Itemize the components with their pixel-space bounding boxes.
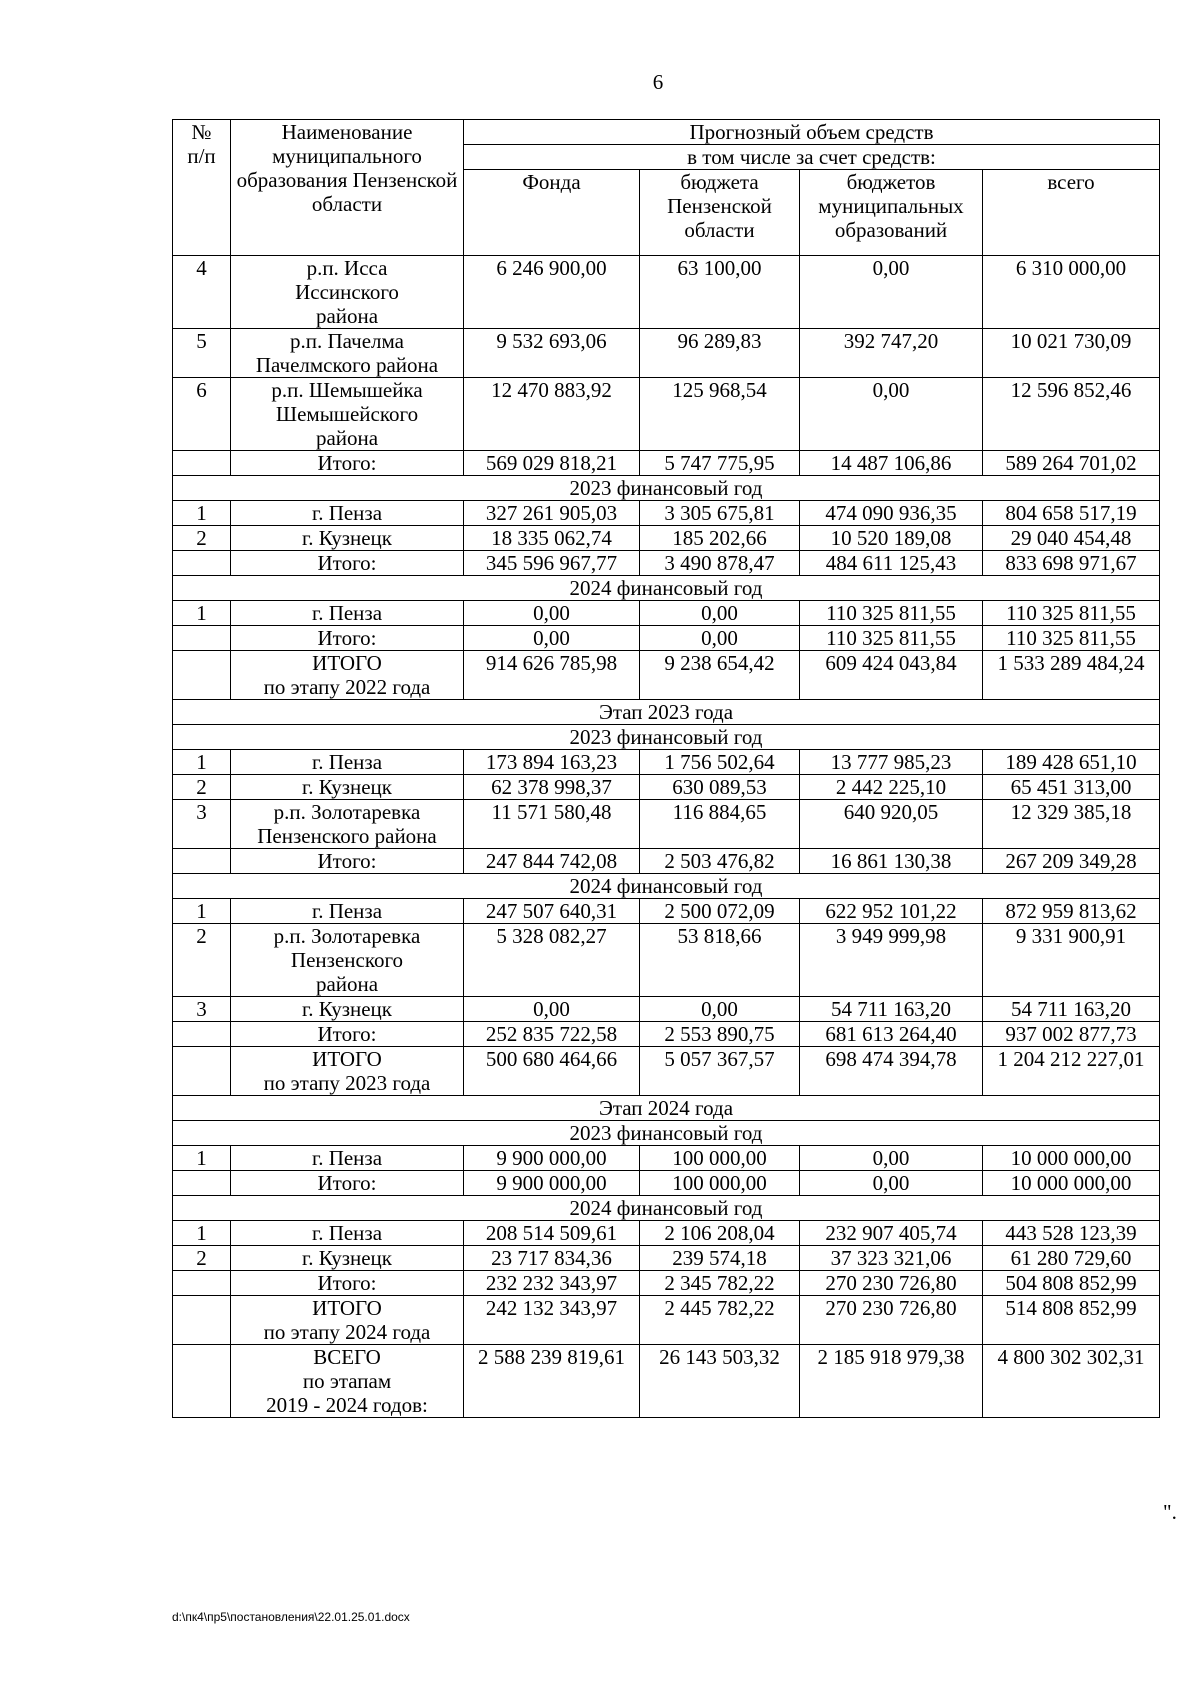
section-title: 2024 финансовый год <box>173 874 1160 899</box>
municipality-name: г. Пенза <box>231 601 464 626</box>
region-budget-amount: 100 000,00 <box>640 1171 800 1196</box>
region-budget-amount: 2 500 072,09 <box>640 899 800 924</box>
header-municipal: бюджетов муниципальных образований <box>800 170 983 256</box>
table-row <box>173 1271 1160 1296</box>
region-budget-amount: 0,00 <box>640 601 800 626</box>
municipal-budget-amount: 484 611 125,43 <box>800 551 983 576</box>
table-row <box>173 1246 1160 1271</box>
total-amount: 54 711 163,20 <box>983 997 1160 1022</box>
total-amount: 443 528 123,39 <box>983 1221 1160 1246</box>
region-budget-amount: 63 100,00 <box>640 256 800 329</box>
header-num: № п/п <box>173 120 231 256</box>
table-row <box>173 750 1160 775</box>
row-number: 1 <box>173 1146 231 1171</box>
fund-amount: 5 328 082,27 <box>464 924 640 997</box>
municipal-budget-amount: 698 474 394,78 <box>800 1047 983 1096</box>
total-amount: 10 021 730,09 <box>983 329 1160 378</box>
total-amount: 589 264 701,02 <box>983 451 1160 476</box>
header-fund: Фонда <box>464 170 640 256</box>
fund-amount: 11 571 580,48 <box>464 800 640 849</box>
table-row <box>173 526 1160 551</box>
total-amount: 804 658 517,19 <box>983 501 1160 526</box>
fund-amount: 569 029 818,21 <box>464 451 640 476</box>
row-number: 4 <box>173 256 231 329</box>
total-amount: 1 204 212 227,01 <box>983 1047 1160 1096</box>
section-row <box>173 700 1160 725</box>
municipal-budget-amount: 16 861 130,38 <box>800 849 983 874</box>
total-amount: 504 808 852,99 <box>983 1271 1160 1296</box>
municipality-name: г. Пенза <box>231 899 464 924</box>
total-amount: 514 808 852,99 <box>983 1296 1160 1345</box>
file-path-footer: d:\пк4\пр5\постановления\22.01.25.01.docx <box>172 1610 410 1624</box>
total-amount: 189 428 651,10 <box>983 750 1160 775</box>
fund-amount: 18 335 062,74 <box>464 526 640 551</box>
table-row <box>173 601 1160 626</box>
section-row <box>173 1121 1160 1146</box>
region-budget-amount: 96 289,83 <box>640 329 800 378</box>
region-budget-amount: 2 503 476,82 <box>640 849 800 874</box>
municipality-name: р.п. Золотаревка Пензенского района <box>231 800 464 849</box>
row-number <box>173 849 231 874</box>
fund-amount: 345 596 967,77 <box>464 551 640 576</box>
total-amount: 937 002 877,73 <box>983 1022 1160 1047</box>
row-number <box>173 626 231 651</box>
total-amount: 10 000 000,00 <box>983 1171 1160 1196</box>
table-row <box>173 378 1160 451</box>
row-number <box>173 551 231 576</box>
municipality-name: Итого: <box>231 849 464 874</box>
municipality-name: ИТОГО по этапу 2022 года <box>231 651 464 700</box>
municipal-budget-amount: 609 424 043,84 <box>800 651 983 700</box>
municipality-name: г. Кузнецк <box>231 1246 464 1271</box>
row-number <box>173 1171 231 1196</box>
row-number: 6 <box>173 378 231 451</box>
municipal-budget-amount: 37 323 321,06 <box>800 1246 983 1271</box>
region-budget-amount: 2 445 782,22 <box>640 1296 800 1345</box>
table-row <box>173 1221 1160 1246</box>
row-number <box>173 1022 231 1047</box>
funding-table <box>172 119 1160 1418</box>
municipality-name: р.п. Исса Иссинского района <box>231 256 464 329</box>
header-total: всего <box>983 170 1160 256</box>
municipality-name: Итого: <box>231 1171 464 1196</box>
header-forecast: Прогнозный объем средств <box>464 120 1160 145</box>
municipal-budget-amount: 110 325 811,55 <box>800 626 983 651</box>
header-region: бюджета Пензенской области <box>640 170 800 256</box>
row-number <box>173 1296 231 1345</box>
section-row <box>173 874 1160 899</box>
total-amount: 65 451 313,00 <box>983 775 1160 800</box>
municipality-name: ИТОГО по этапу 2023 года <box>231 1047 464 1096</box>
municipality-name: р.п. Пачелма Пачелмского района <box>231 329 464 378</box>
total-amount: 267 209 349,28 <box>983 849 1160 874</box>
total-amount: 9 331 900,91 <box>983 924 1160 997</box>
region-budget-amount: 0,00 <box>640 626 800 651</box>
region-budget-amount: 185 202,66 <box>640 526 800 551</box>
municipal-budget-amount: 13 777 985,23 <box>800 750 983 775</box>
fund-amount: 0,00 <box>464 601 640 626</box>
section-row <box>173 725 1160 750</box>
municipality-name: г. Пенза <box>231 1146 464 1171</box>
row-number <box>173 1345 231 1418</box>
table-row <box>173 775 1160 800</box>
section-row <box>173 576 1160 601</box>
row-number: 1 <box>173 501 231 526</box>
table-row <box>173 551 1160 576</box>
municipal-budget-amount: 110 325 811,55 <box>800 601 983 626</box>
table-row <box>173 626 1160 651</box>
municipal-budget-amount: 270 230 726,80 <box>800 1271 983 1296</box>
table-row <box>173 1022 1160 1047</box>
municipality-name: г. Пенза <box>231 501 464 526</box>
row-number: 2 <box>173 924 231 997</box>
section-row <box>173 1096 1160 1121</box>
fund-amount: 500 680 464,66 <box>464 1047 640 1096</box>
table-row <box>173 451 1160 476</box>
fund-amount: 208 514 509,61 <box>464 1221 640 1246</box>
row-number <box>173 651 231 700</box>
fund-amount: 9 532 693,06 <box>464 329 640 378</box>
table-row <box>173 997 1160 1022</box>
row-number: 1 <box>173 1221 231 1246</box>
fund-amount: 2 588 239 819,61 <box>464 1345 640 1418</box>
total-amount: 110 325 811,55 <box>983 626 1160 651</box>
municipality-name: г. Кузнецк <box>231 775 464 800</box>
total-amount: 872 959 813,62 <box>983 899 1160 924</box>
section-title: Этап 2023 года <box>173 700 1160 725</box>
region-budget-amount: 0,00 <box>640 997 800 1022</box>
municipal-budget-amount: 622 952 101,22 <box>800 899 983 924</box>
fund-amount: 232 232 343,97 <box>464 1271 640 1296</box>
municipality-name: ИТОГО по этапу 2024 года <box>231 1296 464 1345</box>
total-amount: 29 040 454,48 <box>983 526 1160 551</box>
fund-amount: 23 717 834,36 <box>464 1246 640 1271</box>
fund-amount: 0,00 <box>464 997 640 1022</box>
region-budget-amount: 5 057 367,57 <box>640 1047 800 1096</box>
region-budget-amount: 2 106 208,04 <box>640 1221 800 1246</box>
page-number: 6 <box>652 70 664 94</box>
row-number: 1 <box>173 750 231 775</box>
row-number: 3 <box>173 800 231 849</box>
municipal-budget-amount: 0,00 <box>800 378 983 451</box>
row-number: 2 <box>173 526 231 551</box>
municipal-budget-amount: 54 711 163,20 <box>800 997 983 1022</box>
region-budget-amount: 125 968,54 <box>640 378 800 451</box>
municipal-budget-amount: 0,00 <box>800 1146 983 1171</box>
municipal-budget-amount: 270 230 726,80 <box>800 1296 983 1345</box>
table-row <box>173 329 1160 378</box>
municipal-budget-amount: 0,00 <box>800 1171 983 1196</box>
closing-quote: ". <box>1163 1500 1177 1524</box>
header-incl: в том числе за счет средств: <box>464 145 1160 170</box>
municipality-name: Итого: <box>231 626 464 651</box>
municipality-name: г. Пенза <box>231 750 464 775</box>
municipal-budget-amount: 3 949 999,98 <box>800 924 983 997</box>
municipal-budget-amount: 14 487 106,86 <box>800 451 983 476</box>
total-amount: 1 533 289 484,24 <box>983 651 1160 700</box>
fund-amount: 12 470 883,92 <box>464 378 640 451</box>
total-amount: 6 310 000,00 <box>983 256 1160 329</box>
table-row <box>173 849 1160 874</box>
table-row <box>173 1345 1160 1418</box>
fund-amount: 6 246 900,00 <box>464 256 640 329</box>
total-amount: 10 000 000,00 <box>983 1146 1160 1171</box>
table-row <box>173 1296 1160 1345</box>
municipality-name: Итого: <box>231 551 464 576</box>
region-budget-amount: 53 818,66 <box>640 924 800 997</box>
region-budget-amount: 9 238 654,42 <box>640 651 800 700</box>
row-number: 1 <box>173 601 231 626</box>
fund-amount: 914 626 785,98 <box>464 651 640 700</box>
section-title: 2023 финансовый год <box>173 725 1160 750</box>
municipal-budget-amount: 474 090 936,35 <box>800 501 983 526</box>
region-budget-amount: 1 756 502,64 <box>640 750 800 775</box>
section-row <box>173 476 1160 501</box>
table-row <box>173 924 1160 997</box>
table-row <box>173 651 1160 700</box>
row-number <box>173 1271 231 1296</box>
municipality-name: р.п. Золотаревка Пензенского района <box>231 924 464 997</box>
region-budget-amount: 239 574,18 <box>640 1246 800 1271</box>
row-number: 5 <box>173 329 231 378</box>
table-row <box>173 800 1160 849</box>
municipal-budget-amount: 232 907 405,74 <box>800 1221 983 1246</box>
region-budget-amount: 26 143 503,32 <box>640 1345 800 1418</box>
municipal-budget-amount: 2 442 225,10 <box>800 775 983 800</box>
municipality-name: Итого: <box>231 451 464 476</box>
municipality-name: р.п. Шемышейка Шемышейского района <box>231 378 464 451</box>
row-number: 1 <box>173 899 231 924</box>
fund-amount: 173 894 163,23 <box>464 750 640 775</box>
table-row <box>173 899 1160 924</box>
total-amount: 833 698 971,67 <box>983 551 1160 576</box>
region-budget-amount: 100 000,00 <box>640 1146 800 1171</box>
fund-amount: 247 844 742,08 <box>464 849 640 874</box>
municipality-name: г. Пенза <box>231 1221 464 1246</box>
table-row <box>173 501 1160 526</box>
row-number <box>173 1047 231 1096</box>
section-title: 2023 финансовый год <box>173 1121 1160 1146</box>
fund-amount: 9 900 000,00 <box>464 1171 640 1196</box>
total-amount: 12 596 852,46 <box>983 378 1160 451</box>
municipal-budget-amount: 681 613 264,40 <box>800 1022 983 1047</box>
region-budget-amount: 630 089,53 <box>640 775 800 800</box>
region-budget-amount: 3 490 878,47 <box>640 551 800 576</box>
fund-amount: 0,00 <box>464 626 640 651</box>
total-amount: 61 280 729,60 <box>983 1246 1160 1271</box>
section-title: 2024 финансовый год <box>173 1196 1160 1221</box>
header-name: Наименование муниципального образования Пензенской области <box>231 120 464 256</box>
municipal-budget-amount: 0,00 <box>800 256 983 329</box>
fund-amount: 9 900 000,00 <box>464 1146 640 1171</box>
municipality-name: Итого: <box>231 1271 464 1296</box>
section-row <box>173 1196 1160 1221</box>
region-budget-amount: 2 553 890,75 <box>640 1022 800 1047</box>
table-row <box>173 256 1160 329</box>
municipality-name: ВСЕГО по этапам 2019 - 2024 годов: <box>231 1345 464 1418</box>
row-number: 3 <box>173 997 231 1022</box>
total-amount: 12 329 385,18 <box>983 800 1160 849</box>
municipal-budget-amount: 2 185 918 979,38 <box>800 1345 983 1418</box>
row-number <box>173 451 231 476</box>
fund-amount: 62 378 998,37 <box>464 775 640 800</box>
row-number: 2 <box>173 775 231 800</box>
section-title: 2024 финансовый год <box>173 576 1160 601</box>
fund-amount: 252 835 722,58 <box>464 1022 640 1047</box>
region-budget-amount: 3 305 675,81 <box>640 501 800 526</box>
total-amount: 110 325 811,55 <box>983 601 1160 626</box>
row-number: 2 <box>173 1246 231 1271</box>
fund-amount: 327 261 905,03 <box>464 501 640 526</box>
region-budget-amount: 116 884,65 <box>640 800 800 849</box>
section-title: 2023 финансовый год <box>173 476 1160 501</box>
total-amount: 4 800 302 302,31 <box>983 1345 1160 1418</box>
table-row <box>173 1171 1160 1196</box>
municipal-budget-amount: 10 520 189,08 <box>800 526 983 551</box>
municipality-name: Итого: <box>231 1022 464 1047</box>
table-row <box>173 1047 1160 1096</box>
municipal-budget-amount: 640 920,05 <box>800 800 983 849</box>
municipality-name: г. Кузнецк <box>231 997 464 1022</box>
region-budget-amount: 5 747 775,95 <box>640 451 800 476</box>
municipal-budget-amount: 392 747,20 <box>800 329 983 378</box>
section-title: Этап 2024 года <box>173 1096 1160 1121</box>
table-row <box>173 1146 1160 1171</box>
region-budget-amount: 2 345 782,22 <box>640 1271 800 1296</box>
fund-amount: 247 507 640,31 <box>464 899 640 924</box>
fund-amount: 242 132 343,97 <box>464 1296 640 1345</box>
municipality-name: г. Кузнецк <box>231 526 464 551</box>
